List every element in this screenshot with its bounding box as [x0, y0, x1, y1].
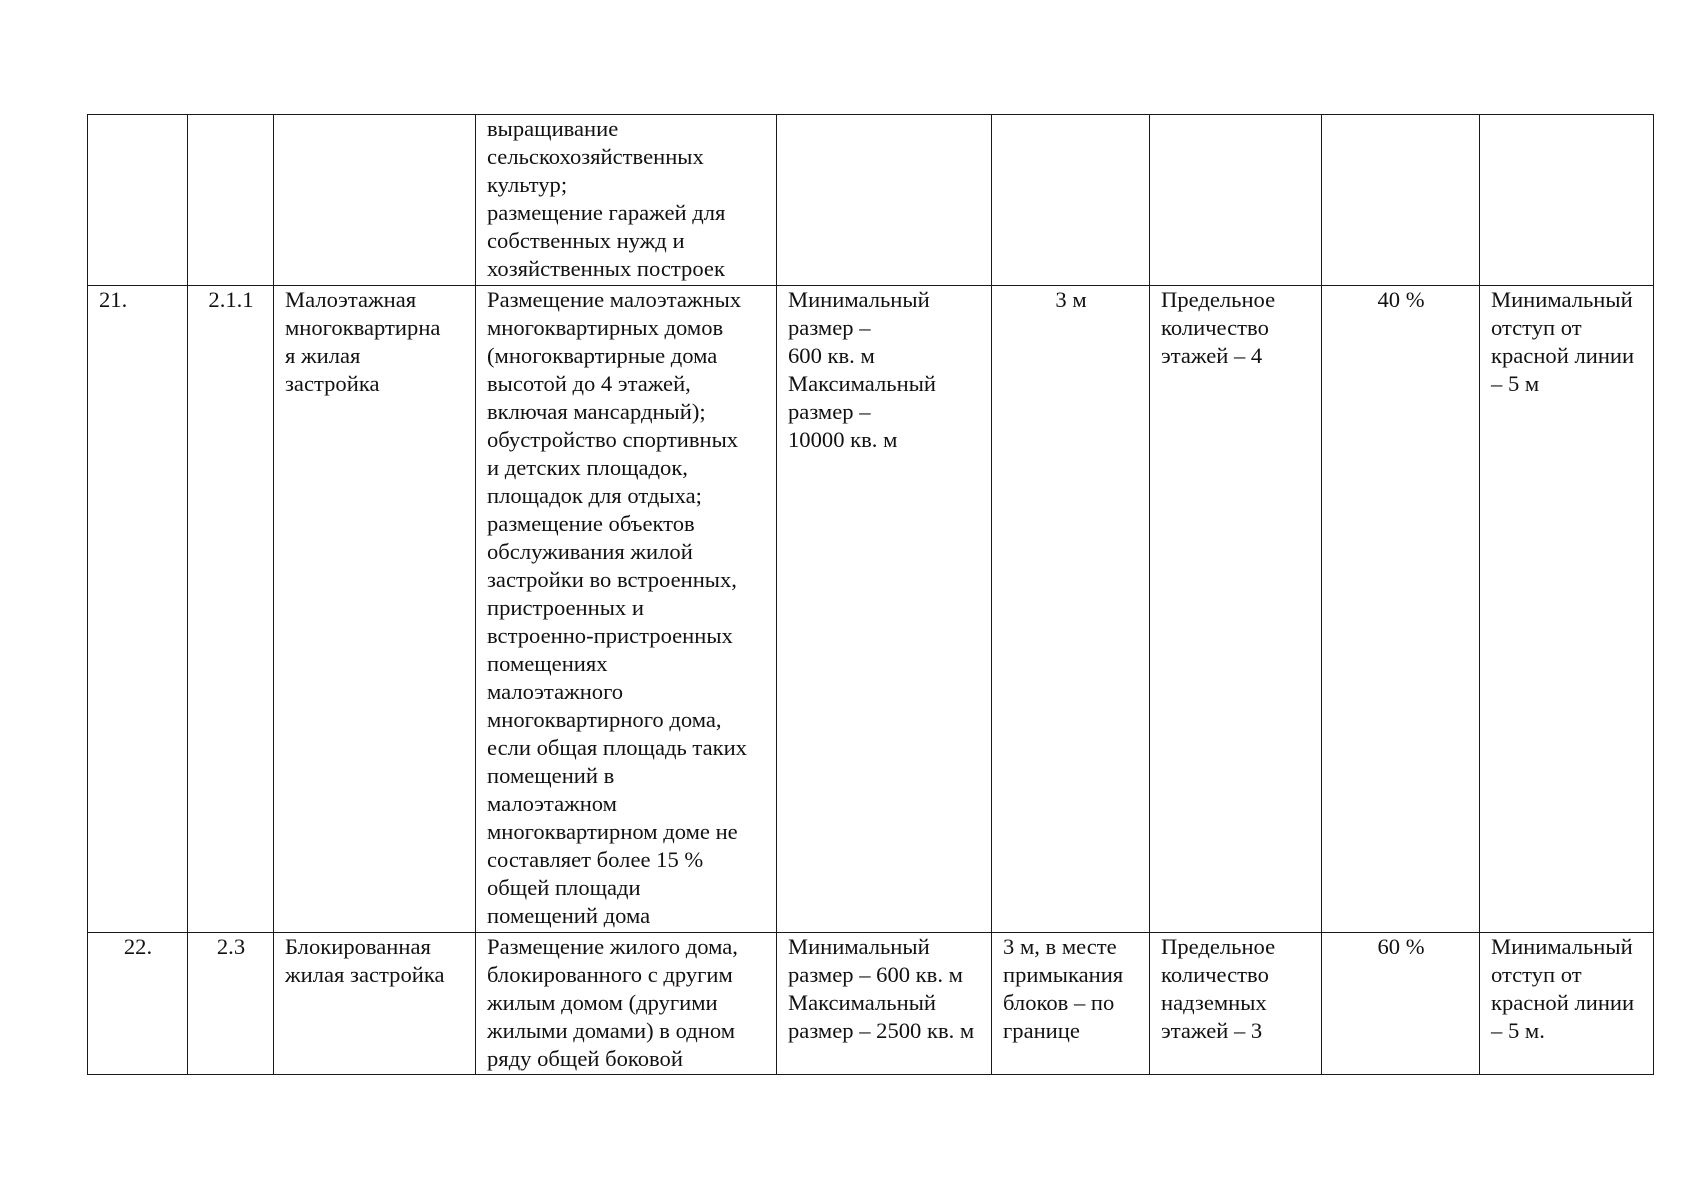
coverage-cell [1322, 115, 1480, 286]
plot-area-cell: Минимальный размер – 600 кв. м Максимальный размер – 2500 кв. м [777, 933, 992, 1075]
coverage-cell: 60 % [1322, 933, 1480, 1075]
use-name-cell: Малоэтажная многоквартирна я жилая застройка [274, 286, 476, 933]
use-name-cell: Блокированная жилая застройка [274, 933, 476, 1075]
other-params-cell: Минимальный отступ от красной линии – 5 м. [1480, 933, 1654, 1075]
use-code-cell: 2.1.1 [188, 286, 274, 933]
other-params-cell [1480, 115, 1654, 286]
table-row [88, 115, 1654, 286]
table-row [88, 286, 1654, 933]
floors-cell: Предельное количество этажей – 4 [1150, 286, 1322, 933]
use-code-cell: 2.3 [188, 933, 274, 1075]
use-description-cell: Размещение малоэтажных многоквартирных домов (многоквартирные дома высотой до 4 этажей, включая мансардный); обустройство спортивных и детских площадок, площадок для отдыха; размещение объектов обслуживания жилой застройки во встроенных, пристроенных и встроенно-пристроенных помещениях малоэтажного многоквартирного дома, если общая площадь таких помещений в малоэтажном многоквартирном доме не составляет более 15 % общей площади помещений дома [476, 286, 777, 933]
other-params-cell: Минимальный отступ от красной линии – 5 м [1480, 286, 1654, 933]
plot-area-cell [777, 115, 992, 286]
row-number-cell [88, 115, 188, 286]
floors-cell: Предельное количество надземных этажей – 3 [1150, 933, 1322, 1075]
use-description-cell: Размещение жилого дома, блокированного с другим жилым домом (другими жилыми домами) в одном ряду общей боковой [476, 933, 777, 1075]
plot-area-cell: Минимальный размер – 600 кв. м Максимальный размер – 10000 кв. м [777, 286, 992, 933]
use-description-cell: выращивание сельскохозяйственных культур; размещение гаражей для собственных нужд и хозяйственных построек [476, 115, 777, 286]
setback-cell: 3 м [992, 286, 1150, 933]
setback-cell: 3 м, в месте примыкания блоков – по границе [992, 933, 1150, 1075]
use-name-cell [274, 115, 476, 286]
table-row [88, 933, 1654, 1075]
row-number-cell: 22. [88, 933, 188, 1075]
setback-cell [992, 115, 1150, 286]
coverage-cell: 40 % [1322, 286, 1480, 933]
floors-cell [1150, 115, 1322, 286]
use-code-cell [188, 115, 274, 286]
row-number-cell: 21. [88, 286, 188, 933]
zoning-regulations-table [87, 114, 1654, 1075]
